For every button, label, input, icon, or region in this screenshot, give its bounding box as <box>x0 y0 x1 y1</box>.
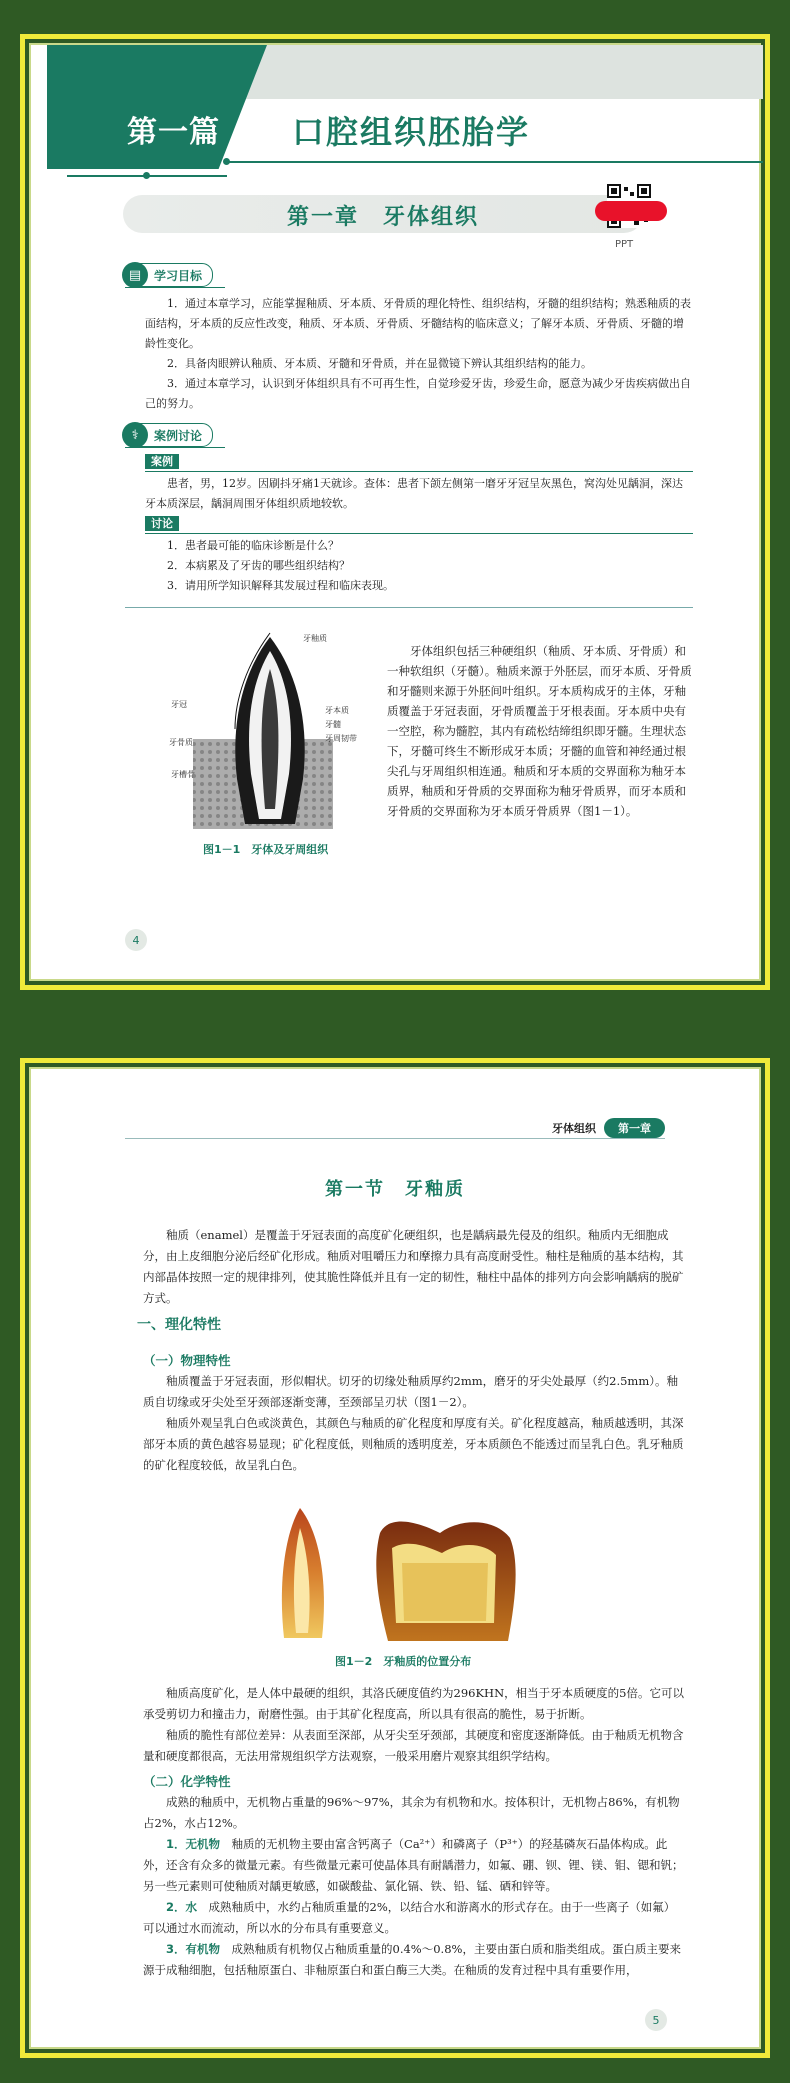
heading-physical: （一）物理特性 <box>143 1353 231 1368</box>
objective-item: 1．通过本章学习，应能掌握釉质、牙本质、牙骨质的理化特性、组织结构，牙髓的组织结构；熟悉釉质的表面结构，牙本质的反应性改变，釉质、牙本质、牙骨质、牙髓结构的临床意义；了解牙本质、牙骨质、牙髓的增龄性变化。 <box>145 297 691 350</box>
body-text: 牙体组织包括三种硬组织（釉质、牙本质、牙骨质）和一种软组织（牙髓）。釉质来源于外胚层，而牙本质、牙骨质和牙髓则来源于外胚间叶组织。牙本质构成牙的主体，牙釉质覆盖于牙冠表面，牙骨质覆盖于牙根表面。牙本质中央有一空腔，称为髓腔，其内有疏松结缔组织即牙髓。生理状态下，牙髓可终生不断形成牙本质；牙髓的血管和神经通过根尖孔与牙周组织相连通。釉质和牙本质的交界面称为釉牙本质界，釉质和牙骨质的交界面称为釉牙骨质界，而牙本质和牙骨质的交界面称为牙本质牙骨质界（图1－1）。 <box>387 644 692 818</box>
discussion-label: 讨论 <box>145 516 179 531</box>
banner-rule <box>227 161 763 163</box>
objective-item: 3．通过本章学习，认识到牙体组织具有不可再生性，自觉珍爱牙齿，珍爱生命，愿意为减少牙齿疾病做出自己的努力。 <box>145 377 691 410</box>
heading-physchem: 一、理化特性 <box>137 1317 221 1333</box>
water-text: 成熟釉质中，水约占釉质重量的2%，以结合水和游离水的形式存在。由于一些离子（如氟）可以通过水而流动，所以水的分布具有重要意义。 <box>143 1900 676 1935</box>
case-rule <box>125 447 225 448</box>
running-chapter-badge: 第一章 <box>604 1118 665 1138</box>
label-crown: 牙冠 <box>171 700 187 709</box>
hardness-text: 釉质高度矿化，是人体中最硬的组织，其洛氏硬度值约为296KHN，相当于牙本质硬度的5倍。它可以承受剪切力和撞击力，耐磨性强。由于其矿化程度高，所以具有很高的脆性，易于折断。 <box>143 1686 684 1721</box>
case-label-rule <box>145 471 693 472</box>
book-page-5 <box>20 1058 770 2058</box>
running-title: 牙体组织 <box>552 1122 596 1135</box>
water-label: 2．水 <box>166 1900 198 1914</box>
case-label: 案例 <box>145 454 179 469</box>
objectives-tag-label: 学习目标 <box>154 268 203 283</box>
objective-item: 2．具备肉眼辨认釉质、牙本质、牙髓和牙骨质，并在显微镜下辨认其组织结构的能力。 <box>167 357 592 370</box>
label-enamel: 牙釉质 <box>303 634 327 643</box>
objectives-rule <box>125 287 225 288</box>
discussion-label-rule <box>145 533 693 534</box>
physical-text: 釉质外观呈乳白色或淡黄色，其颜色与釉质的矿化程度和厚度有关。矿化程度越高，釉质越透明，其深部牙本质的黄色越容易显现；矿化程度低，则釉质的透明度差，牙本质颜色不能透过而呈乳白色。乳牙釉质的矿化程度较低，故呈乳白色。 <box>143 1416 684 1472</box>
banner-dot <box>223 158 230 165</box>
physical-text: 釉质覆盖于牙冠表面，形似帽状。切牙的切缘处釉质厚约2mm，磨牙的牙尖处最厚（约2.5mm）。釉质自切缘或牙尖处至牙颈部逐渐变薄，至颈部呈刃状（图1－2）。 <box>143 1374 678 1409</box>
book-icon: ▤ <box>122 262 148 288</box>
figure-caption: 图1－1 牙体及牙周组织 <box>203 843 329 856</box>
running-rule <box>125 1138 665 1139</box>
section-title: 第一节 牙釉质 <box>325 1179 465 1200</box>
doctor-icon: ⚕ <box>122 422 148 448</box>
page-number: 5 <box>645 2009 667 2031</box>
banner-dot <box>143 172 150 179</box>
part-title: 口腔组织胚胎学 <box>292 113 531 151</box>
discussion-item: 2．本病累及了牙齿的哪些组织结构？ <box>167 559 350 572</box>
figure-enamel-distribution <box>270 1503 560 1643</box>
label-dentin: 牙本质 <box>325 706 349 715</box>
hardness-block <box>143 1683 685 1981</box>
label-pulp: 牙髓 <box>325 720 341 729</box>
organic-label: 3．有机物 <box>166 1942 221 1956</box>
running-header <box>552 1118 665 1138</box>
chapter-title: 第一章 牙体组织 <box>286 204 479 230</box>
chemical-text: 成熟的釉质中，无机物占重量的96%～97%，其余为有机物和水。按体积计，无机物占86%，有机物占2%，水占12%。 <box>143 1795 680 1830</box>
case-discussion-tag-label: 案例讨论 <box>154 428 203 443</box>
case-discussion-tag <box>125 423 213 447</box>
chapter-title-bar <box>123 195 643 233</box>
objectives-list <box>145 294 693 414</box>
label-root: 牙槽骨 <box>171 770 195 779</box>
body-paragraph <box>387 641 695 821</box>
organic-text: 成熟釉质有机物仅占釉质重量的0.4%～0.8%，主要由蛋白质和脂类组成。蛋白质主要来源于成釉细胞，包括釉原蛋白、非釉原蛋白和蛋白酶三大类。在釉质的发育过程中具有重要作用， <box>143 1942 681 1977</box>
intro-block <box>143 1225 685 1309</box>
case-text: 患者，男，12岁。因刷抖牙痛1天就诊。查体：患者下颌左侧第一磨牙牙冠呈灰黑色，窝沟处见龋洞，深达牙本质深层，龋洞周围牙体组织质地较软。 <box>145 477 683 510</box>
banner-grey-band <box>227 45 763 99</box>
discussion-item: 3．请用所学知识解释其发展过程和临床表现。 <box>167 579 394 592</box>
figure-tooth-section <box>169 629 365 829</box>
book-page-4 <box>20 34 770 990</box>
heading-chemical: （二）化学特性 <box>143 1774 231 1789</box>
inorganic-text: 釉质的无机物主要由富含钙离子（Ca²⁺）和磷离子（P³⁺）的羟基磷灰石晶体构成。此外，还含有众多的微量元素。有些微量元素可使晶体具有耐龋潜力，如氟、硼、钡、锂、镁、钼、锶和钒；另一些元素则可使釉质对龋更敏感，如碳酸盐、氯化镉、铁、铅、锰、硒和锌等。 <box>143 1837 684 1893</box>
redaction-mark <box>595 201 667 221</box>
label-cementum: 牙骨质 <box>169 738 193 747</box>
page-number: 4 <box>125 929 147 951</box>
part-number: 第一篇 <box>127 115 220 150</box>
permeability-text: 釉质的脆性有部位差异：从表面至深部，从牙尖至牙颈部，其硬度和密度逐渐降低。由于釉质无机物含量和硬度都很高，无法用常规组织学方法观察，一般采用磨片观察其组织学结构。 <box>143 1728 684 1763</box>
part-banner <box>47 45 763 195</box>
figure-caption: 图1－2 牙釉质的位置分布 <box>335 1655 472 1668</box>
intro-text: 釉质（enamel）是覆盖于牙冠表面的高度矿化硬组织，也是龋病最先侵及的组织。釉质内无细胞成分，由上皮细胞分泌后经矿化形成。釉质对咀嚼压力和摩擦力具有高度耐受性。釉柱是釉质的基本结构，其内部晶体按照一定的规律排列，使其脆性降低并且有一定的韧性，釉柱中晶体的排列方向会影响龋病的脱矿方式。 <box>143 1228 684 1305</box>
case-block <box>145 452 693 596</box>
case-end-rule <box>125 607 693 608</box>
objectives-tag <box>125 263 213 287</box>
ppt-label: PPT <box>615 239 634 250</box>
discussion-item: 1．患者最可能的临床诊断是什么？ <box>167 539 339 552</box>
label-pdl: 牙周韧带 <box>325 734 357 743</box>
inorganic-label: 1．无机物 <box>166 1837 221 1851</box>
physical-block <box>137 1315 685 1476</box>
